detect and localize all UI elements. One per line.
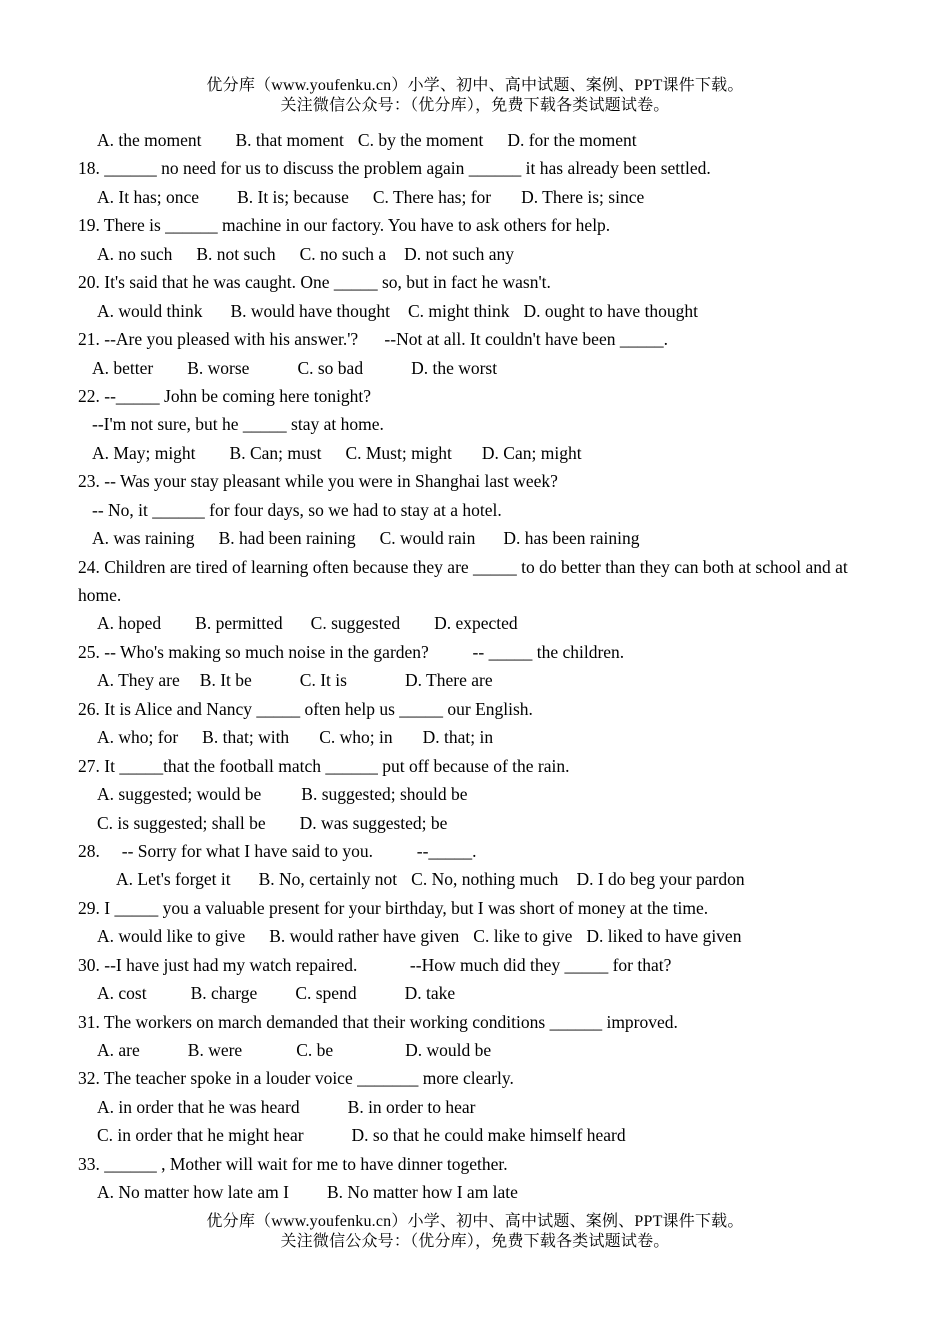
answer-options — [78, 297, 878, 325]
answer-option: A. May; might — [92, 442, 196, 463]
question-list — [78, 126, 878, 1207]
question-text: 24. Children are tired of learning often because they are _____ to do better than they can both at school and at home. — [78, 556, 848, 606]
answer-options — [78, 1093, 878, 1121]
answer-option: B. that; with — [202, 727, 290, 748]
answer-options — [78, 780, 878, 808]
question-text: 31. The workers on march demanded that their working conditions ______ improved. — [78, 1011, 678, 1032]
answer-option: A. would think — [97, 300, 203, 321]
answer-option: D. the worst — [411, 357, 498, 378]
answer-options — [78, 1178, 878, 1206]
answer-option: B. suggested; should be — [301, 784, 468, 805]
answer-option: A. would like to give — [97, 926, 246, 947]
answer-option: C. be — [296, 1040, 334, 1061]
answer-option: D. I do beg your pardon — [576, 869, 745, 890]
answer-option: D. was suggested; be — [299, 812, 448, 833]
answer-options — [78, 240, 878, 268]
answer-option: A. cost — [97, 983, 147, 1004]
answer-option: C. would rain — [379, 528, 476, 549]
answer-options — [78, 439, 878, 467]
answer-option: A. the moment — [97, 130, 202, 150]
answer-option: A. better — [92, 357, 154, 378]
question-text: --I'm not sure, but he _____ stay at home. — [92, 414, 384, 435]
answer-option: C. who; in — [319, 727, 393, 748]
answer-option: D. take — [404, 983, 456, 1004]
answer-option: C. There has; for — [372, 186, 492, 207]
answer-option: A. are — [97, 1040, 140, 1061]
answer-option: D. There is; since — [521, 186, 645, 207]
answer-option: D. Can; might — [481, 442, 582, 463]
answer-option: A. suggested; would be — [97, 784, 262, 805]
answer-option: D. ought to have thought — [523, 300, 699, 321]
answer-options — [78, 1036, 878, 1064]
answer-option: C. No, nothing much — [411, 869, 559, 890]
answer-option: C. no such a — [299, 243, 387, 264]
answer-options — [78, 1121, 878, 1149]
answer-options — [78, 809, 878, 837]
answer-option: C. might think — [407, 300, 510, 321]
answer-options — [78, 723, 878, 751]
answer-options — [78, 979, 878, 1007]
answer-option: B. Can; must — [229, 442, 322, 463]
question-text: 29. I _____ you a valuable present for your birthday, but I was short of money at the time. — [78, 897, 709, 918]
answer-options — [78, 126, 878, 154]
answer-options — [78, 183, 878, 211]
answer-option: A. was raining — [92, 528, 195, 549]
answer-option: C. spend — [295, 983, 357, 1004]
question-text: 32. The teacher spoke in a louder voice _______ more clearly. — [78, 1068, 514, 1089]
answer-option: B. would have thought — [230, 300, 390, 321]
answer-option: A. no such — [97, 243, 173, 264]
answer-option: C. suggested — [310, 613, 401, 634]
answer-options — [78, 922, 878, 950]
answer-option: A. It has; once — [97, 186, 200, 207]
answer-option: C. by the moment — [357, 130, 484, 150]
answer-option: D. so that he could make himself heard — [351, 1125, 626, 1146]
answer-option: B. It is; because — [237, 186, 349, 207]
answer-option: B. were — [187, 1040, 243, 1061]
question-text: 26. It is Alice and Nancy _____ often help us _____ our English. — [78, 698, 533, 719]
question-text: 18. ______ no need for us to discuss the problem again ______ it has already been settled. — [78, 158, 711, 179]
answer-option: B. would rather have given — [269, 926, 460, 947]
answer-option: A. Let's forget it — [116, 869, 231, 890]
answer-option: D. not such any — [404, 243, 514, 264]
page-header — [0, 76, 950, 116]
question-text: 33. ______ , Mother will wait for me to have dinner together. — [78, 1153, 508, 1174]
answer-option: B. permitted — [195, 613, 283, 634]
answer-option: D. that; in — [422, 727, 494, 748]
answer-option: B. not such — [196, 243, 276, 264]
answer-option: C. is suggested; shall be — [97, 812, 266, 833]
answer-option: A. in order that he was heard — [97, 1096, 300, 1117]
answer-option: B. No matter how I am late — [326, 1182, 518, 1203]
answer-option: A. No matter how late am I — [97, 1182, 289, 1203]
answer-option: A. who; for — [97, 727, 179, 748]
answer-option: D. for the moment — [507, 130, 637, 150]
answer-option: D. There are — [404, 670, 493, 691]
question-text: 23. -- Was your stay pleasant while you were in Shanghai last week? — [78, 471, 558, 492]
answer-options — [78, 524, 878, 552]
answer-option: B. It be — [199, 670, 252, 691]
answer-option: D. would be — [405, 1040, 492, 1061]
answer-options — [78, 609, 878, 637]
answer-option: B. worse — [187, 357, 250, 378]
header-line-2: 关注微信公众号：（优分库），免费下载各类试题试卷。 — [280, 97, 670, 114]
answer-option: B. had been raining — [218, 528, 356, 549]
answer-options — [78, 666, 878, 694]
answer-option: B. that moment — [235, 130, 344, 150]
header-line-1: 优分库（www.youfenku.cn）小学、初中、高中试题、案例、PPT课件下载。 — [206, 77, 744, 94]
question-text: 30. --I have just had my watch repaired. --How much did they _____ for that? — [78, 954, 672, 975]
page-footer — [0, 1212, 950, 1252]
answer-option: B. charge — [190, 983, 258, 1004]
answer-options — [78, 865, 878, 893]
question-text: 25. -- Who's making so much noise in the garden? -- _____ the children. — [78, 641, 625, 662]
answer-option: D. liked to have given — [586, 926, 742, 947]
question-text: 20. It's said that he was caught. One _____ so, but in fact he wasn't. — [78, 272, 551, 293]
footer-line-1: 优分库（www.youfenku.cn）小学、初中、高中试题、案例、PPT课件下载。 — [206, 1213, 744, 1230]
footer-line-2: 关注微信公众号：（优分库），免费下载各类试题试卷。 — [280, 1233, 670, 1250]
answer-option: B. No, certainly not — [258, 869, 398, 890]
answer-option: D. expected — [434, 613, 518, 634]
answer-option: A. hoped — [97, 613, 162, 634]
answer-option: C. in order that he might hear — [97, 1125, 304, 1146]
answer-option: C. like to give — [473, 926, 573, 947]
answer-options — [78, 354, 878, 382]
answer-option: D. has been raining — [503, 528, 640, 549]
answer-option: C. Must; might — [345, 442, 452, 463]
question-text: 22. --_____ John be coming here tonight? — [78, 385, 372, 406]
question-text: 21. --Are you pleased with his answer.'? --Not at all. It couldn't have been _____. — [78, 329, 668, 350]
answer-option: C. so bad — [297, 357, 364, 378]
answer-option: A. They are — [97, 670, 180, 691]
question-text: 19. There is ______ machine in our factory. You have to ask others for help. — [78, 215, 611, 236]
question-text: 28. -- Sorry for what I have said to you. --_____. — [78, 840, 477, 861]
question-text: 27. It _____that the football match ______ put off because of the rain. — [78, 755, 570, 776]
answer-option: B. in order to hear — [347, 1096, 476, 1117]
answer-option: C. It is — [299, 670, 347, 691]
question-text: -- No, it ______ for four days, so we had to stay at a hotel. — [92, 499, 502, 520]
